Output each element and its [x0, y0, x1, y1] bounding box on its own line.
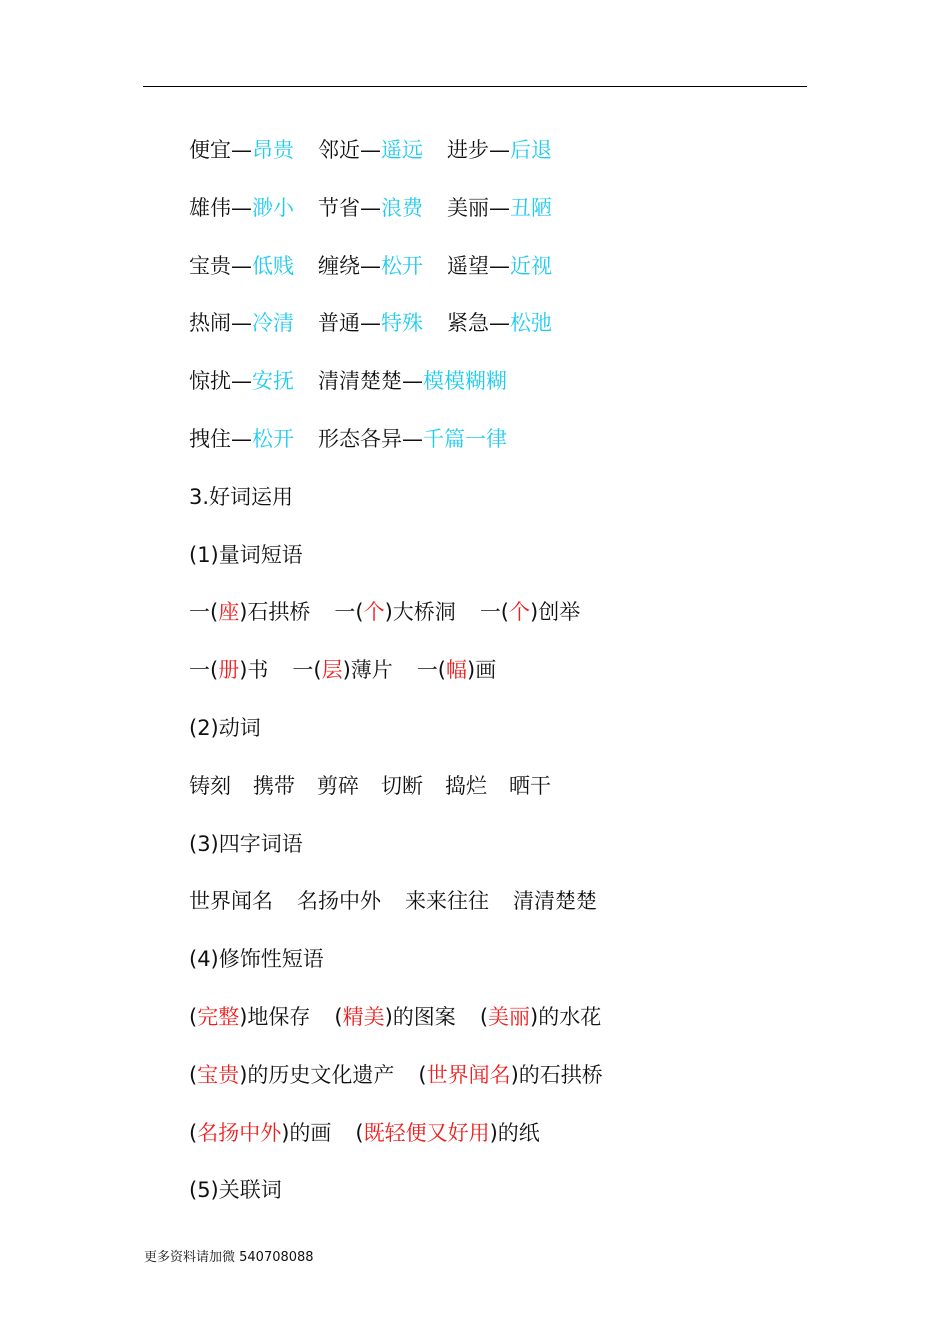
phrase-answer: 个: [363, 600, 385, 625]
dash: —: [231, 253, 252, 278]
dash: —: [231, 369, 252, 394]
antonym-row: [189, 130, 829, 188]
phrase-prefix: 一(: [479, 600, 510, 625]
dash: —: [489, 311, 510, 336]
antonym-word: 紧急: [447, 311, 489, 336]
verb-list: [189, 766, 829, 824]
dash: —: [360, 311, 381, 336]
phrase-suffix: )石拱桥: [239, 600, 311, 625]
antonym-word: 雄伟: [189, 195, 231, 220]
phrase-answer: 个: [509, 600, 531, 625]
antonym-answer: 冷清: [252, 311, 294, 336]
verb-item: 切断: [381, 773, 423, 798]
phrase-answer: 名扬中外: [197, 1120, 282, 1145]
antonym-answer: 后退: [510, 138, 552, 162]
dash: —: [231, 195, 252, 220]
antonym-row: [189, 246, 829, 304]
dash: —: [489, 195, 510, 220]
dash: —: [231, 138, 252, 162]
phrase-suffix: )的历史文化遗产: [239, 1062, 395, 1087]
dash: —: [402, 369, 423, 394]
phrase-prefix: 一(: [334, 600, 364, 625]
phrase-suffix: )的图案: [384, 1004, 456, 1029]
subsection-title: (1)量词短语: [189, 542, 303, 567]
antonym-word: 惊扰: [189, 369, 231, 394]
phrase-answer: 美丽: [488, 1004, 531, 1029]
document-body: [189, 130, 829, 1228]
antonym-answer: 低贱: [252, 253, 294, 278]
antonym-word: 美丽: [447, 195, 489, 220]
phrase-prefix: 一(: [416, 658, 447, 683]
antonym-answer: 松开: [381, 253, 423, 278]
antonym-row: [189, 419, 829, 477]
phrase-suffix: )的纸: [489, 1120, 540, 1145]
antonym-word: 邻近: [318, 138, 360, 162]
verb-item: 剪碎: [317, 773, 359, 798]
phrase-answer: 精美: [342, 1004, 385, 1029]
phrase-prefix: (: [355, 1120, 364, 1145]
phrase-answer: 层: [321, 658, 343, 683]
phrase-suffix: )的水花: [530, 1004, 602, 1029]
phrase-answer: 完整: [197, 1004, 240, 1029]
antonym-answer: 丑陋: [510, 195, 552, 220]
phrase-suffix: )的画: [281, 1120, 332, 1145]
idiom-list: [189, 881, 829, 939]
dash: —: [360, 138, 381, 162]
antonym-word: 便宜: [189, 138, 231, 162]
dash: —: [231, 426, 252, 451]
phrase-answer: 既轻便又好用: [363, 1120, 490, 1145]
phrase-prefix: (: [334, 1004, 343, 1029]
phrase-answer: 册: [218, 658, 240, 683]
antonym-row: [189, 303, 829, 361]
modifier-row: [189, 1055, 829, 1113]
antonym-answer: 安抚: [252, 369, 294, 394]
antonym-answer: 遥远: [381, 138, 423, 162]
antonym-word: 遥望: [447, 253, 489, 278]
antonym-word: 普通: [318, 311, 360, 336]
measure-row: [189, 592, 829, 650]
dash: —: [489, 253, 510, 278]
idiom-item: 世界闻名: [189, 889, 273, 914]
antonym-answer: 昂贵: [252, 138, 294, 162]
antonym-word: 宝贵: [189, 253, 231, 278]
phrase-prefix: (: [189, 1004, 198, 1029]
phrase-prefix: 一(: [189, 600, 219, 625]
phrase-answer: 幅: [446, 658, 468, 683]
section-title: 3.好词运用: [189, 484, 294, 509]
verb-item: 晒干: [509, 773, 551, 798]
antonym-row: [189, 188, 829, 246]
antonym-answer: 近视: [510, 253, 552, 278]
antonym-answer: 渺小: [252, 195, 294, 220]
phrase-answer: 世界闻名: [426, 1062, 511, 1087]
antonym-answer: 千篇一律: [423, 426, 507, 451]
idiom-item: 名扬中外: [297, 889, 381, 914]
phrase-prefix: (: [189, 1062, 198, 1087]
phrase-prefix: 一(: [292, 658, 322, 683]
modifier-row: [189, 997, 829, 1055]
verb-item: 携带: [253, 773, 295, 798]
phrase-answer: 座: [218, 600, 240, 625]
phrase-suffix: )的石拱桥: [510, 1062, 603, 1087]
dash: —: [360, 253, 381, 278]
antonym-answer: 松开: [252, 426, 294, 451]
dash: —: [231, 311, 252, 336]
verb-item: 铸刻: [189, 773, 231, 798]
antonym-word: 清清楚楚: [318, 369, 402, 394]
subsection-title: (3)四字词语: [189, 831, 303, 856]
phrase-suffix: )薄片: [342, 658, 393, 683]
verb-item: 捣烂: [445, 773, 487, 798]
phrase-prefix: 一(: [189, 658, 219, 683]
phrase-suffix: )创举: [530, 600, 581, 625]
phrase-suffix: )书: [239, 658, 269, 683]
footer-note: 更多资料请加微 540708088: [144, 1250, 314, 1265]
antonym-word: 进步: [447, 138, 489, 162]
phrase-prefix: (: [418, 1062, 427, 1087]
idiom-item: 来来往往: [405, 889, 489, 914]
dash: —: [402, 426, 423, 451]
subsection-title: (5)关联词: [189, 1178, 282, 1203]
antonym-row: [189, 361, 829, 419]
antonym-word: 形态各异: [318, 426, 402, 451]
phrase-answer: 宝贵: [197, 1062, 240, 1087]
antonym-word: 节省: [318, 195, 360, 220]
dash: —: [360, 195, 381, 220]
antonym-answer: 松弛: [510, 311, 552, 336]
antonym-word: 缠绕: [318, 253, 360, 278]
subsection-title: (2)动词: [189, 715, 261, 740]
antonym-answer: 特殊: [381, 311, 423, 336]
modifier-row: [189, 1113, 829, 1171]
phrase-suffix: )地保存: [239, 1004, 311, 1029]
subsection-title: (4)修饰性短语: [189, 947, 324, 972]
antonym-answer: 模模糊糊: [423, 369, 507, 394]
antonym-answer: 浪费: [381, 195, 423, 220]
phrase-suffix: )画: [467, 658, 497, 683]
idiom-item: 清清楚楚: [513, 889, 597, 914]
dash: —: [489, 138, 510, 162]
measure-row: [189, 650, 829, 708]
phrase-prefix: (: [479, 1004, 489, 1029]
antonym-word: 热闹: [189, 311, 231, 336]
phrase-suffix: )大桥洞: [384, 600, 456, 625]
phrase-prefix: (: [189, 1120, 198, 1145]
antonym-word: 拽住: [189, 426, 231, 451]
header-rule: [143, 86, 807, 87]
